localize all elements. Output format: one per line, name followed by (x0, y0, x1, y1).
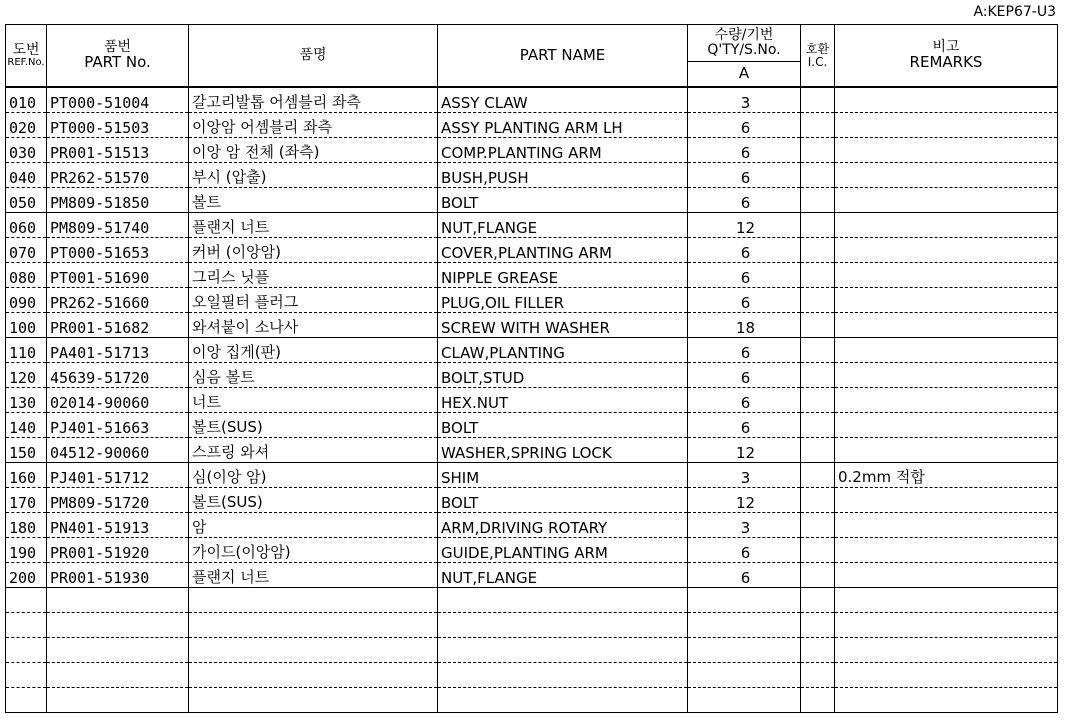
part-name-ko-cell (189, 688, 438, 713)
part-no-cell: PM809-51720 (47, 488, 189, 513)
remarks-header-ko: 비고 (932, 39, 960, 56)
parts-table (5, 24, 1058, 713)
ref-cell: 040 (6, 163, 47, 188)
part-no-cell: PR001-51930 (47, 563, 189, 588)
table-row (6, 388, 1058, 413)
part-no-cell: PR001-51920 (47, 538, 189, 563)
ref-cell: 020 (6, 113, 47, 138)
table-row (6, 138, 1058, 163)
part-name-en-cell: HEX.NUT (438, 388, 688, 413)
part-name-ko-cell: 심음 볼트 (189, 363, 438, 388)
ic-cell (801, 438, 835, 463)
ic-cell (801, 163, 835, 188)
qty-cell (688, 688, 801, 713)
ic-cell (801, 87, 835, 113)
part-name-en-cell: COVER,PLANTING ARM (438, 238, 688, 263)
remarks-cell (835, 613, 1058, 638)
table-row (6, 213, 1058, 238)
part-no-cell: 45639-51720 (47, 363, 189, 388)
partno-header (47, 25, 189, 88)
part-no-cell: PR001-51682 (47, 313, 189, 338)
remarks-cell (835, 87, 1058, 113)
qty-cell: 6 (688, 363, 801, 388)
part-name-ko-cell: 이앙 집게(판) (189, 338, 438, 363)
part-name-en-cell: ASSY PLANTING ARM LH (438, 113, 688, 138)
table-row (6, 488, 1058, 513)
qty-cell: 6 (688, 388, 801, 413)
part-no-cell (47, 588, 189, 613)
part-name-ko-cell: 볼트(SUS) (189, 488, 438, 513)
remarks-cell (835, 238, 1058, 263)
part-name-en-cell: NUT,FLANGE (438, 563, 688, 588)
ic-cell (801, 213, 835, 238)
table-row (6, 563, 1058, 588)
remarks-cell (835, 638, 1058, 663)
part-name-en-cell (438, 638, 688, 663)
part-no-cell (47, 638, 189, 663)
qty-cell: 6 (688, 113, 801, 138)
ref-header-ko: 도번 (12, 41, 40, 58)
ic-cell (801, 663, 835, 688)
ref-cell: 150 (6, 438, 47, 463)
part-name-ko-cell: 그리스 닛플 (189, 263, 438, 288)
table-row (6, 238, 1058, 263)
remarks-cell (835, 288, 1058, 313)
part-name-en-cell: ASSY CLAW (438, 87, 688, 113)
part-name-en-cell: BOLT (438, 488, 688, 513)
remarks-header (835, 25, 1058, 88)
ic-cell (801, 488, 835, 513)
ref-cell: 160 (6, 463, 47, 488)
qty-header (688, 25, 801, 88)
remarks-cell (835, 138, 1058, 163)
part-name-ko-cell: 갈고리발톱 어셈블리 좌측 (189, 87, 438, 113)
part-name-ko-cell: 부시 (압출) (189, 163, 438, 188)
part-no-cell: PT000-51653 (47, 238, 189, 263)
remarks-cell (835, 663, 1058, 688)
part-name-en-cell: SHIM (438, 463, 688, 488)
ref-cell: 050 (6, 188, 47, 213)
part-name-ko-cell: 가이드(이앙암) (189, 538, 438, 563)
qty-cell: 6 (688, 413, 801, 438)
part-name-en-cell: BUSH,PUSH (438, 163, 688, 188)
part-name-en-cell: CLAW,PLANTING (438, 338, 688, 363)
ref-cell: 010 (6, 87, 47, 113)
ic-cell (801, 113, 835, 138)
ref-cell: 030 (6, 138, 47, 163)
ic-cell (801, 338, 835, 363)
part-name-ko-cell: 볼트(SUS) (189, 413, 438, 438)
qty-cell: 3 (688, 513, 801, 538)
qty-header-ko: 수량/기번 (714, 27, 774, 44)
qty-cell (688, 638, 801, 663)
empty-row (6, 688, 1058, 713)
ic-cell (801, 538, 835, 563)
part-no-cell: PR262-51660 (47, 288, 189, 313)
ref-cell: 180 (6, 513, 47, 538)
ref-header (6, 25, 47, 88)
remarks-header-en: REMARKS (909, 52, 983, 71)
ic-cell (801, 688, 835, 713)
empty-row (6, 663, 1058, 688)
ic-cell (801, 413, 835, 438)
part-name-en-cell: SCREW WITH WASHER (438, 313, 688, 338)
qty-cell: 18 (688, 313, 801, 338)
table-row (6, 113, 1058, 138)
part-no-cell (47, 688, 189, 713)
part-name-ko-cell (189, 588, 438, 613)
part-no-cell: 04512-90060 (47, 438, 189, 463)
part-no-cell: PT000-51503 (47, 113, 189, 138)
partno-header-en: PART No. (84, 52, 151, 71)
table-row (6, 363, 1058, 388)
ic-cell (801, 238, 835, 263)
ref-cell: 070 (6, 238, 47, 263)
remarks-cell (835, 188, 1058, 213)
ref-cell: 090 (6, 288, 47, 313)
ref-cell: 170 (6, 488, 47, 513)
part-name-ko-cell: 암 (189, 513, 438, 538)
qty-cell: 6 (688, 288, 801, 313)
remarks-cell (835, 488, 1058, 513)
document-code: A:KEP67-U3 (973, 4, 1056, 20)
ic-cell (801, 613, 835, 638)
name-ko-header (189, 25, 438, 88)
ref-cell: 140 (6, 413, 47, 438)
table-row (6, 413, 1058, 438)
part-name-en-cell: PLUG,OIL FILLER (438, 288, 688, 313)
ref-cell (6, 588, 47, 613)
part-name-ko-cell: 이앙 암 전체 (좌측) (189, 138, 438, 163)
name-en-header (438, 25, 688, 88)
part-name-en-cell: NIPPLE GREASE (438, 263, 688, 288)
partno-header-ko: 품번 (103, 39, 132, 56)
qty-cell (688, 663, 801, 688)
name-ko-header-label: 품명 (299, 47, 327, 64)
remarks-cell (835, 438, 1058, 463)
part-name-en-cell (438, 663, 688, 688)
remarks-cell (835, 313, 1058, 338)
qty-header-en: Q'TY/S.No. (707, 42, 781, 58)
table-row (6, 263, 1058, 288)
part-name-ko-cell: 이앙암 어셈블리 좌측 (189, 113, 438, 138)
part-name-ko-cell: 오일필터 플러그 (189, 288, 438, 313)
remarks-cell (835, 263, 1058, 288)
part-no-cell: PM809-51850 (47, 188, 189, 213)
part-name-ko-cell (189, 638, 438, 663)
ic-cell (801, 638, 835, 663)
part-name-ko-cell: 볼트 (189, 188, 438, 213)
ic-cell (801, 513, 835, 538)
part-name-ko-cell (189, 613, 438, 638)
table-row (6, 288, 1058, 313)
ic-header-ko: 호환 (805, 41, 830, 56)
part-name-ko-cell: 플랜지 너트 (189, 563, 438, 588)
table-row (6, 188, 1058, 213)
ic-cell (801, 563, 835, 588)
part-name-ko-cell (189, 663, 438, 688)
part-name-en-cell: COMP.PLANTING ARM (438, 138, 688, 163)
part-name-en-cell (438, 613, 688, 638)
remarks-cell (835, 513, 1058, 538)
part-name-en-cell: ARM,DRIVING ROTARY (438, 513, 688, 538)
qty-cell: 3 (688, 463, 801, 488)
ic-cell (801, 313, 835, 338)
qty-cell (688, 588, 801, 613)
table-row (6, 538, 1058, 563)
ic-header (801, 25, 835, 88)
remarks-cell (835, 563, 1058, 588)
part-name-en-cell: BOLT,STUD (438, 363, 688, 388)
part-name-en-cell (438, 688, 688, 713)
parts-body (6, 87, 1058, 713)
part-name-ko-cell: 커버 (이앙암) (189, 238, 438, 263)
part-no-cell: PM809-51740 (47, 213, 189, 238)
part-name-en-cell: NUT,FLANGE (438, 213, 688, 238)
ic-cell (801, 463, 835, 488)
qty-cell: 12 (688, 438, 801, 463)
qty-cell: 12 (688, 488, 801, 513)
qty-cell: 12 (688, 213, 801, 238)
header-row (6, 25, 1058, 88)
part-name-en-cell: BOLT (438, 188, 688, 213)
ref-header-en: REF.No. (7, 56, 45, 68)
ref-cell (6, 688, 47, 713)
empty-row (6, 638, 1058, 663)
ref-cell: 130 (6, 388, 47, 413)
qty-cell: 6 (688, 163, 801, 188)
part-name-ko-cell: 심(이앙 암) (189, 463, 438, 488)
qty-cell: 6 (688, 563, 801, 588)
table-row (6, 163, 1058, 188)
ic-cell (801, 388, 835, 413)
ic-cell (801, 188, 835, 213)
remarks-cell (835, 688, 1058, 713)
ref-cell: 100 (6, 313, 47, 338)
remarks-cell (835, 213, 1058, 238)
empty-row (6, 613, 1058, 638)
ref-cell: 060 (6, 213, 47, 238)
part-no-cell (47, 663, 189, 688)
table-row (6, 313, 1058, 338)
part-no-cell: PN401-51913 (47, 513, 189, 538)
part-name-en-cell (438, 588, 688, 613)
qty-cell: 6 (688, 138, 801, 163)
remarks-cell (835, 538, 1058, 563)
ic-cell (801, 363, 835, 388)
part-no-cell: PA401-51713 (47, 338, 189, 363)
remarks-cell (835, 588, 1058, 613)
remarks-cell (835, 163, 1058, 188)
ref-cell: 200 (6, 563, 47, 588)
ref-cell: 110 (6, 338, 47, 363)
qty-cell: 6 (688, 338, 801, 363)
table-row (6, 338, 1058, 363)
part-name-ko-cell: 스프링 와셔 (189, 438, 438, 463)
remarks-cell (835, 413, 1058, 438)
remarks-cell: 0.2mm 적합 (835, 463, 1058, 488)
name-en-header-label: PART NAME (519, 45, 606, 64)
ic-cell (801, 263, 835, 288)
part-no-cell: PT000-51004 (47, 87, 189, 113)
part-name-en-cell: GUIDE,PLANTING ARM (438, 538, 688, 563)
part-name-en-cell: WASHER,SPRING LOCK (438, 438, 688, 463)
ic-header-en: I.C. (807, 54, 828, 69)
table-row (6, 87, 1058, 113)
remarks-cell (835, 338, 1058, 363)
part-name-en-cell: BOLT (438, 413, 688, 438)
qty-cell (688, 613, 801, 638)
ref-cell (6, 638, 47, 663)
qty-cell: 6 (688, 538, 801, 563)
table-row (6, 513, 1058, 538)
part-no-cell: PJ401-51663 (47, 413, 189, 438)
part-no-cell: PR001-51513 (47, 138, 189, 163)
part-name-ko-cell: 너트 (189, 388, 438, 413)
ref-cell: 120 (6, 363, 47, 388)
ref-cell (6, 663, 47, 688)
part-no-cell (47, 613, 189, 638)
qty-cell: 6 (688, 238, 801, 263)
empty-row (6, 588, 1058, 613)
remarks-cell (835, 113, 1058, 138)
part-no-cell: 02014-90060 (47, 388, 189, 413)
ic-cell (801, 588, 835, 613)
remarks-cell (835, 388, 1058, 413)
ref-cell: 080 (6, 263, 47, 288)
qty-cell: 6 (688, 263, 801, 288)
ref-cell: 190 (6, 538, 47, 563)
table-row (6, 438, 1058, 463)
ic-cell (801, 138, 835, 163)
part-name-ko-cell: 와셔붙이 소나사 (189, 313, 438, 338)
qty-cell: 6 (688, 188, 801, 213)
part-no-cell: PR262-51570 (47, 163, 189, 188)
table-row (6, 463, 1058, 488)
part-name-ko-cell: 플랜지 너트 (189, 213, 438, 238)
qty-cell: 3 (688, 87, 801, 113)
part-no-cell: PJ401-51712 (47, 463, 189, 488)
ic-cell (801, 288, 835, 313)
part-no-cell: PT001-51690 (47, 263, 189, 288)
ref-cell (6, 613, 47, 638)
qty-subheader: A (738, 64, 750, 83)
remarks-cell (835, 363, 1058, 388)
